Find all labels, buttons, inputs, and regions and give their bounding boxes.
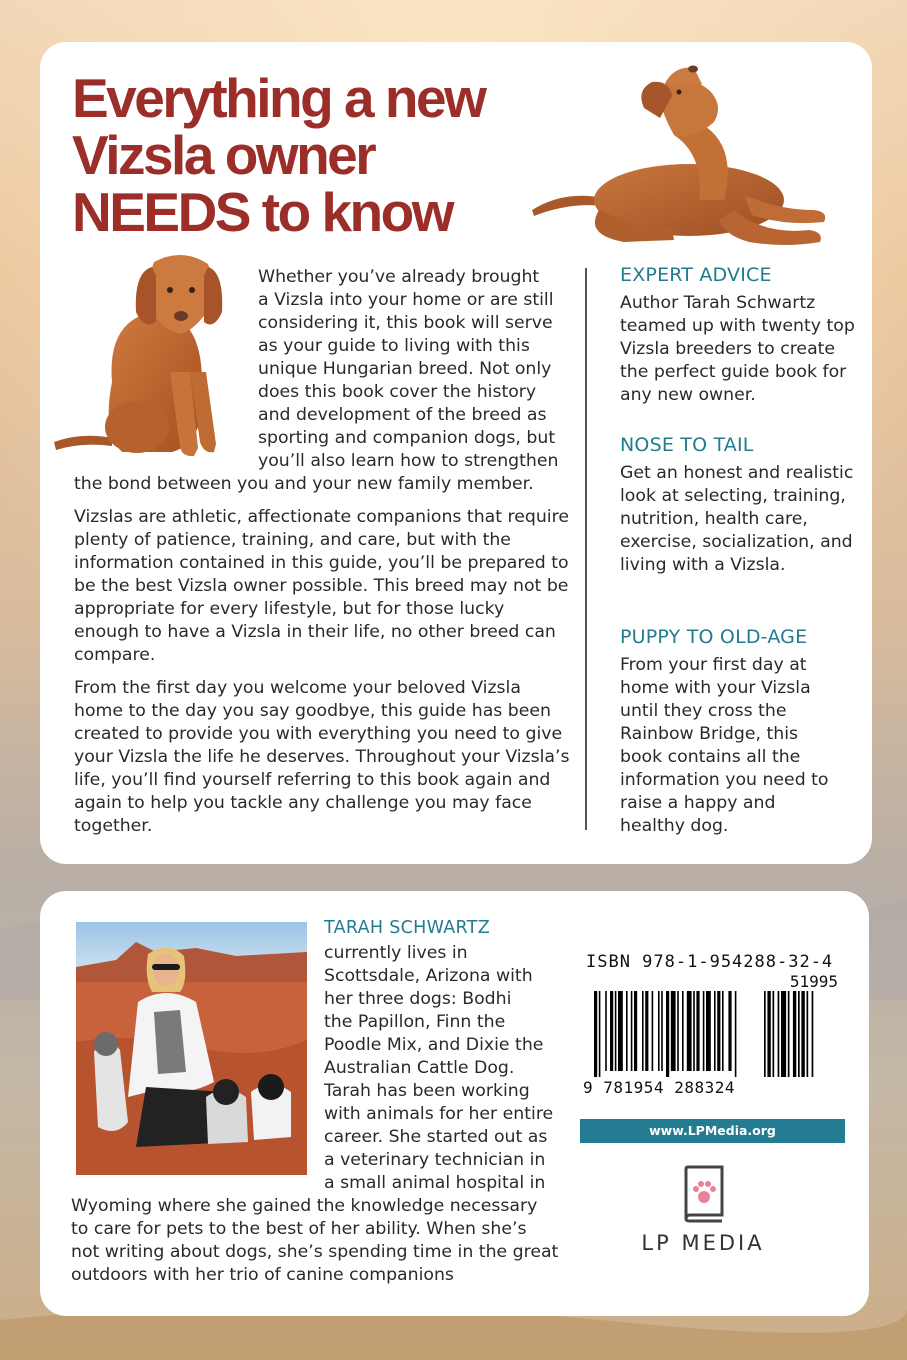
bio-line: outdoors with her trio of canine companions xyxy=(71,1265,454,1285)
barcode-bar xyxy=(764,991,766,1077)
barcode-bar xyxy=(703,991,705,1071)
vizsla-puppy-photo xyxy=(52,242,242,464)
bio-line: career. She started out as xyxy=(324,1127,548,1147)
barcode-bar xyxy=(645,991,648,1071)
bio-line: her three dogs: Bodhi xyxy=(324,989,512,1009)
expert-advice-text: Author Tarah Schwartz teamed up with twenty top Vizsla breeders to create the perfect guide book for any new owner. xyxy=(620,293,855,405)
barcode-bar xyxy=(728,991,731,1071)
headline xyxy=(72,67,512,243)
headline-line-3: NEEDS to know xyxy=(72,181,453,243)
barcode-bar xyxy=(631,991,633,1071)
barcode-bar xyxy=(781,991,786,1077)
intro-line: considering it, this book will serve xyxy=(258,313,553,333)
intro-line: a Vizsla into your home or are still xyxy=(258,290,554,310)
paragraph-3: From the first day you welcome your beloved Vizsla home to the day you say goodbye, this guide has been created to provide you with everything you need to give your Vizsla the life he deserves. Throughout your Vizsla’s life, you’ll find yourself referring to this book again and again to help you tackle any challenge you may face together. xyxy=(74,678,570,836)
publisher-name: LP MEDIA xyxy=(641,1231,765,1255)
barcode-price-code: 51995 xyxy=(789,972,838,991)
barcode-bar xyxy=(615,991,617,1071)
barcode-bar xyxy=(618,991,623,1071)
barcode-bar xyxy=(693,991,695,1071)
intro-line: the bond between you and your new family member. xyxy=(74,474,534,494)
barcode-number: 9 781954 288324 xyxy=(583,1078,735,1097)
bio-line: a small animal hospital in xyxy=(324,1173,546,1193)
barcode-bar xyxy=(599,991,601,1077)
puppy-to-old-age-text: From your first day at home with your Vizsla until they cross the Rainbow Bridge, this book contains all the information you need to raise a happy and healthy dog. xyxy=(620,655,829,836)
barcode-bar xyxy=(717,991,720,1071)
headline-line-1: Everything a new xyxy=(72,67,485,129)
bio-line: a veterinary technician in xyxy=(324,1150,546,1170)
bio-line: to care for pets to the best of her ability. When she’s xyxy=(71,1219,527,1239)
author-photo xyxy=(76,922,307,1175)
barcode-bar xyxy=(610,991,613,1071)
barcode-bar xyxy=(801,991,804,1077)
barcode-bar xyxy=(626,991,628,1071)
barcode-bar xyxy=(793,991,796,1077)
bio-line: Poodle Mix, and Dixie the xyxy=(324,1035,544,1055)
back-cover-top-card xyxy=(40,42,872,864)
isbn-label: ISBN 978-1-954288-32-4 xyxy=(586,952,834,972)
barcode-bar xyxy=(722,991,724,1071)
nose-to-tail-heading: NOSE TO TAIL xyxy=(620,434,754,456)
barcode-bar xyxy=(767,991,770,1077)
barcode-bar xyxy=(594,991,597,1077)
barcode-bar xyxy=(788,991,790,1077)
barcode-bar xyxy=(642,991,644,1071)
bio-line: Tarah has been working xyxy=(324,1081,530,1101)
bio-line: not writing about dogs, she’s spending time in the great xyxy=(71,1242,559,1262)
intro-line: and development of the breed as xyxy=(258,405,547,425)
nose-to-tail-text: Get an honest and realistic look at selecting, training, nutrition, health care, exercise, socialization, and living with a Vizsla. xyxy=(620,463,854,575)
intro-line: as your guide to living with this xyxy=(258,336,530,356)
bio-line: Scottsdale, Arizona with xyxy=(324,966,533,986)
barcode-bar xyxy=(677,991,679,1071)
author-card xyxy=(40,891,869,1316)
barcode-bar xyxy=(671,991,676,1071)
barcode-bar xyxy=(773,991,775,1077)
intro-line: sporting and companion dogs, but xyxy=(258,428,556,448)
bio-line: with animals for her entire xyxy=(324,1104,554,1124)
puppy-to-old-age-heading: PUPPY TO OLD-AGE xyxy=(620,626,808,648)
barcode-bar xyxy=(735,991,737,1077)
barcode-bar xyxy=(661,991,663,1071)
paragraph-2: Vizslas are athletic, affectionate companions that require plenty of patience, training, and care, but with the information contained in this guide, you’ll be prepared to be the best Vizsla owner possible. This breed may not be appropriate for every lifestyle, but for those lucky enough to have a Vizsla in their life, no other breed can compare. xyxy=(74,507,569,665)
bio-line: the Papillon, Finn the xyxy=(324,1012,506,1032)
barcode-bar xyxy=(605,991,607,1071)
bio-line: Australian Cattle Dog. xyxy=(324,1058,515,1078)
intro-line: does this book cover the history xyxy=(258,382,537,402)
headline-line-2: Vizsla owner xyxy=(72,124,375,186)
barcode-bar xyxy=(696,991,699,1071)
bio-line: currently lives in xyxy=(324,943,468,963)
publisher-url[interactable]: www.LPMedia.org xyxy=(580,1119,845,1143)
bio-line: Wyoming where she gained the knowledge necessary xyxy=(71,1196,538,1216)
intro-line: Whether you’ve already brought xyxy=(258,267,540,287)
author-name: TARAH SCHWARTZ xyxy=(324,918,491,938)
column-divider xyxy=(585,268,587,830)
barcode-bar xyxy=(778,991,780,1077)
barcode-bar xyxy=(706,991,711,1071)
barcode-bar xyxy=(666,991,669,1077)
barcode-bar xyxy=(658,991,660,1071)
barcode-bar xyxy=(687,991,692,1071)
vizsla-lying-photo xyxy=(524,60,836,270)
book-paw-icon xyxy=(680,1165,728,1223)
expert-advice-heading: EXPERT ADVICE xyxy=(620,264,772,286)
isbn-barcode xyxy=(580,969,845,1099)
intro-line: you’ll also learn how to strengthen xyxy=(258,451,559,471)
barcode-bar xyxy=(798,991,800,1077)
barcode-bar xyxy=(634,991,637,1071)
barcode-bar xyxy=(682,991,684,1071)
barcode-bar xyxy=(714,991,716,1071)
barcode-bar xyxy=(807,991,809,1077)
barcode-bar xyxy=(652,991,654,1071)
barcode-bar xyxy=(812,991,814,1077)
intro-line: unique Hungarian breed. Not only xyxy=(258,359,552,379)
